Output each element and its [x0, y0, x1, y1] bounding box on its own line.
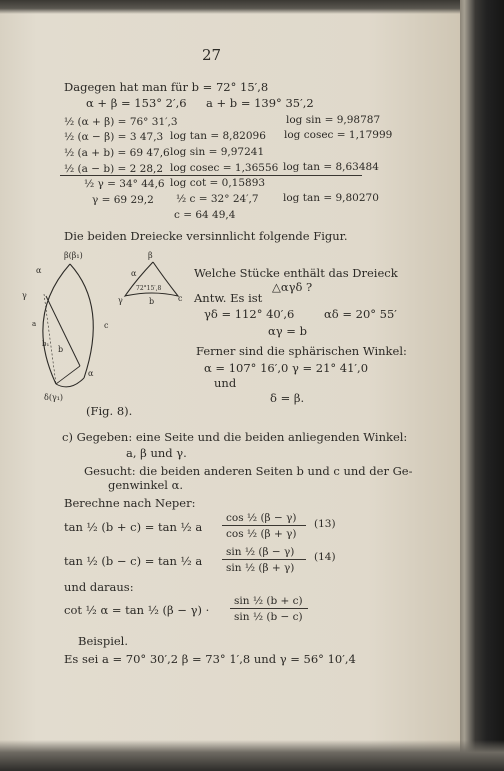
delta-equation: δ = β. [270, 391, 305, 405]
question-triangle: △αγδ ? [272, 280, 313, 294]
daraus-text: und daraus: [64, 580, 134, 594]
beispiel-heading: Beispiel. [78, 634, 129, 648]
table-row-lhs: γ = 69 29,2 [92, 194, 154, 206]
table-row-mid: log tan = 8,82096 [170, 130, 266, 142]
angles-intro: Ferner sind die sphärischen Winkel: [196, 344, 407, 358]
label-beta-beta1: β(β₁) [64, 251, 83, 260]
formula-14-numerator: sin ½ (β − γ) [226, 546, 295, 558]
formula-cot-lhs: cot ½ α = tan ½ (β − γ) · [64, 603, 210, 617]
figure-8 [22, 246, 212, 416]
figure-caption: (Fig. 8). [86, 404, 133, 418]
arc-bottom [56, 378, 84, 387]
table-row-mid: log cosec = 1,36556 [170, 162, 279, 174]
table-row-lhs: ½ (a − b) = 2 28,2 [64, 163, 164, 175]
label-alpha: α [36, 266, 42, 275]
sum-line-2: a + b = 139° 35′,2 [206, 96, 314, 110]
table-row-lhs: ½ (a + b) = 69 47,6 [64, 147, 170, 159]
scan-top-edge [0, 0, 504, 14]
formula-cot-bar [230, 608, 308, 609]
formula-cot-denominator: sin ½ (b − c) [234, 611, 303, 623]
label-gamma-small: γ [118, 296, 123, 305]
equation-gamma-delta: γδ = 112° 40′,6 [204, 307, 295, 321]
formula-13-bar [222, 525, 306, 526]
case-c-heading: c) Gegeben: eine Seite und die beiden anliegenden Winkel: [62, 430, 408, 444]
formula-14-lhs: tan ½ (b − c) = tan ½ a [64, 554, 203, 568]
inner-line [46, 296, 80, 366]
arc-a [43, 264, 70, 384]
page-number: 27 [202, 46, 222, 64]
formula-13-number: (13) [314, 518, 336, 530]
table-row-right: log tan = 9,80270 [283, 192, 379, 204]
table-row-lhs: ½ γ = 34° 44,6 [84, 178, 165, 190]
gesucht-text-2: genwinkel α. [108, 478, 184, 492]
table-row-mid: c = 64 49,4 [174, 209, 236, 221]
answer-text: Antw. Es ist [194, 291, 263, 305]
label-beta-small: β [148, 251, 153, 260]
table-row-right: log cosec = 1,17999 [284, 129, 393, 141]
formula-13-lhs: tan ½ (b + c) = tan ½ a [64, 520, 203, 534]
label-alpha-2: α [88, 369, 94, 378]
label-b-small: b [149, 297, 155, 306]
label-angle: 72°15′,8 [136, 285, 162, 292]
table-row-lhs: ½ (α − β) = 3 47,3 [64, 131, 164, 143]
table-row-mid: log sin = 9,97241 [170, 146, 265, 158]
question-text: Welche Stücke enthält das Dreieck [194, 266, 398, 280]
label-a: a [32, 320, 37, 328]
label-gamma: γ [22, 291, 27, 300]
table-row-mid: log cot = 0,15893 [170, 177, 266, 189]
case-c-given: a, β und γ. [126, 446, 187, 460]
book-spine [460, 0, 504, 771]
und-text: und [214, 376, 237, 390]
arc-c [70, 264, 93, 378]
label-delta-gamma1: δ(γ₁) [44, 393, 64, 402]
label-alpha-small: α [131, 269, 137, 278]
sum-line-1: α + β = 153° 2′,6 [86, 96, 187, 110]
label-c: c [104, 321, 109, 330]
berechne-text: Berechne nach Neper: [64, 496, 196, 510]
formula-14-denominator: sin ½ (β + γ) [226, 562, 295, 574]
gesucht-text: Gesucht: die beiden anderen Seiten b und c und der Ge- [84, 464, 413, 478]
formula-13-numerator: cos ½ (β − γ) [226, 512, 297, 524]
scan-bottom-edge [0, 740, 504, 771]
formula-13-denominator: cos ½ (β + γ) [226, 528, 297, 540]
example-values: Es sei a = 70° 30′,2 β = 73° 1′,8 und γ = 56° 10′,4 [64, 652, 356, 666]
label-b: b [58, 345, 64, 354]
label-b1: b₁ [42, 340, 50, 348]
angles-values: α = 107° 16′,0 γ = 21° 41′,0 [204, 361, 369, 375]
intro-line: Dagegen hat man für b = 72° 15′,8 [64, 80, 269, 94]
equation-alpha-delta: αδ = 20° 55′ [324, 307, 397, 321]
table-row-right: log tan = 8,63484 [283, 161, 379, 173]
table-row-lhs: ½ (α + β) = 76° 31′,3 [64, 116, 178, 128]
equation-alpha-gamma: αγ = b [268, 324, 307, 338]
figure-intro: Die beiden Dreiecke versinnlicht folgende Figur. [64, 229, 348, 243]
formula-14-number: (14) [314, 551, 336, 563]
inner-line-2 [56, 366, 80, 384]
formula-14-bar [222, 559, 306, 560]
label-c-small: c [178, 294, 183, 303]
formula-cot-numerator: sin ½ (b + c) [234, 595, 303, 607]
table-row-right: log sin = 9,98787 [286, 114, 381, 126]
table-row-mid: ½ c = 32° 24′,7 [176, 193, 259, 205]
